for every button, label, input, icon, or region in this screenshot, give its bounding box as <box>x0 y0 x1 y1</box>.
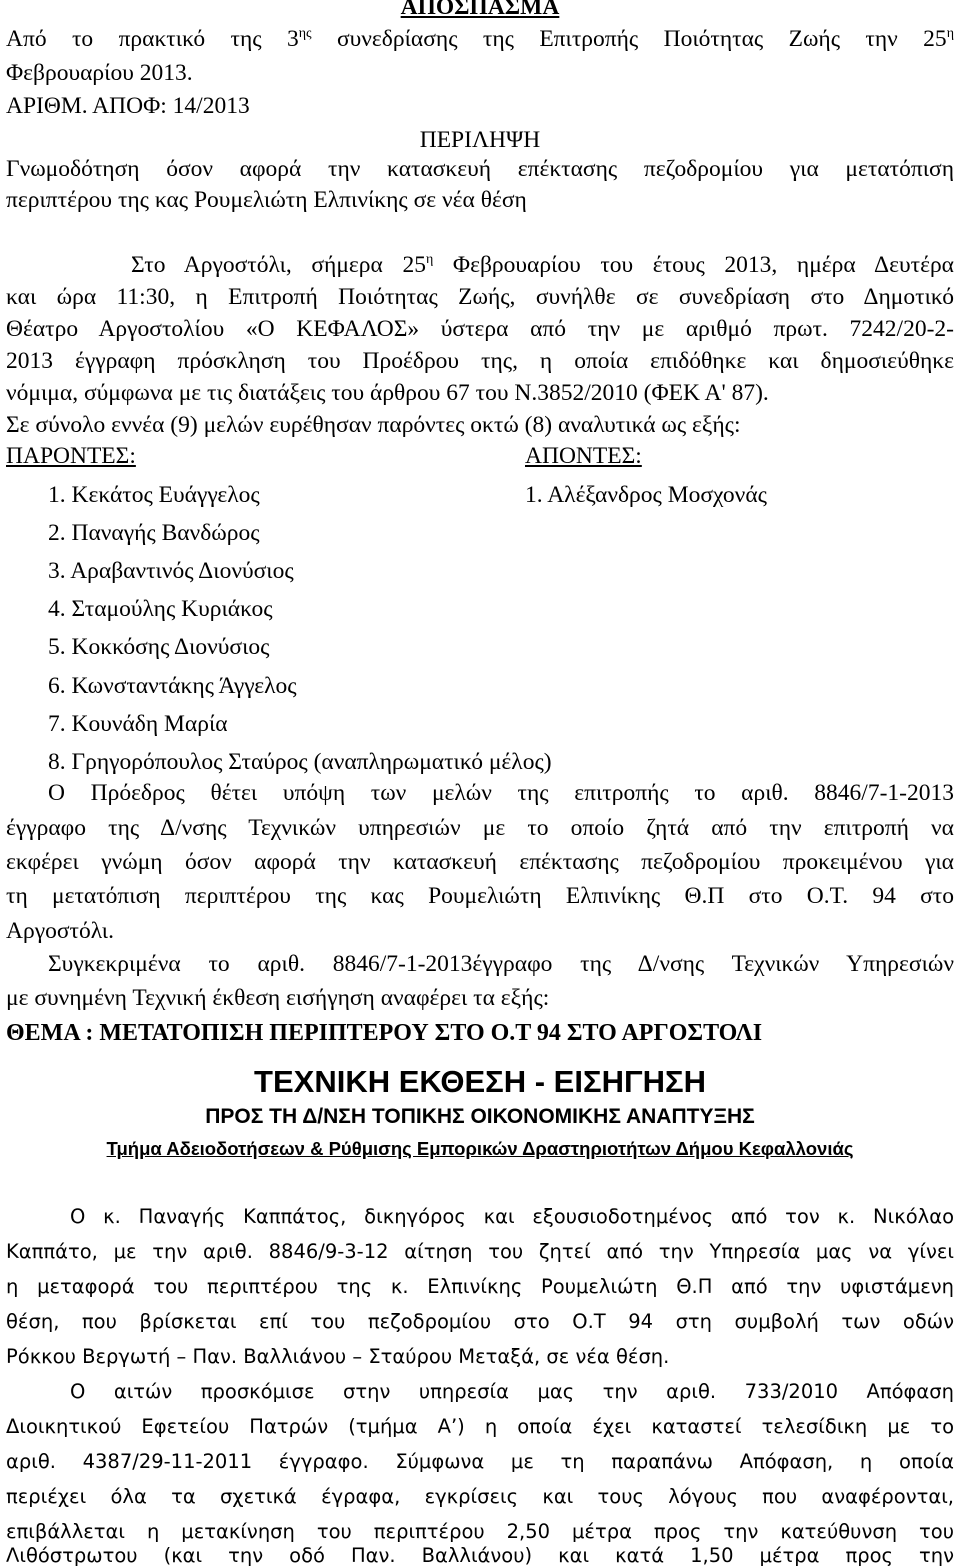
absent-heading: ΑΠΟΝΤΕΣ: <box>525 443 642 469</box>
intro-line-1 <box>6 26 954 52</box>
body-line-3: η μεταφορά του περιπτέρου της κ. Ελπινίκης Ρουμελιώτη Θ.Π από την υφιστάμενη <box>6 1275 954 1298</box>
para2-line-4: τη μετατόπιση περιπτέρου της κας Ρουμελιώτη Ελπινίκης Θ.Π στο Ο.Τ. 94 στο <box>6 883 954 909</box>
para2-line-2: έγγραφο της Δ/νσης Τεχνικών υπηρεσιών με το οποίο ζητά από την επιτροπή να <box>6 815 954 841</box>
summary-line-1: Γνωμοδότηση όσον αφορά την κατασκευή επέκτασης πεζοδρομίου για μετατόπιση <box>6 156 954 182</box>
present-member: 2. Παναγής Βανδώρος <box>48 520 260 546</box>
present-member: 4. Σταμούλης Κυριάκος <box>48 596 273 622</box>
report-recipient: ΠΡΟΣ ΤΗ Δ/ΝΣΗ ΤΟΠΙΚΗΣ ΟΙΚΟΝΟΜΙΚΗΣ ΑΝΑΠΤΥΞΗΣ <box>205 1105 755 1128</box>
body-line-11: Λιθόστρωτου (και την οδό Παν. Βαλλιάνου) και κατά 1,50 μέτρα προς την <box>6 1544 954 1567</box>
para1-line-2: και ώρα 11:30, η Επιτροπή Ποιότητας Ζωής, συνήλθε σε συνεδρίαση στο Δημοτικό <box>6 284 954 310</box>
para1-text-b: Φεβρουαρίου του έτους 2013, ημέρα Δευτέρα <box>433 252 954 278</box>
summary-heading: ΠΕΡΙΛΗΨΗ <box>419 127 541 153</box>
present-heading: ΠΑΡΟΝΤΕΣ: <box>6 443 136 469</box>
absent-member: 1. Αλέξανδρος Μοσχονάς <box>525 482 767 508</box>
body-line-1: Ο κ. Παναγής Καππάτος, δικηγόρος και εξουσιοδοτημένος από τον κ. Νικόλαο <box>70 1205 954 1228</box>
body-line-7: Διοικητικού Εφετείου Πατρών (τμήμα Α’) η οποία έχει καταστεί τελεσίδικη με το <box>6 1415 954 1438</box>
body-line-6: Ο αιτών προσκόμισε στην υπηρεσία μας την αριθ. 733/2010 Απόφαση <box>70 1380 954 1403</box>
body-line-10: επιβάλλεται η μετακίνηση του περιπτέρου 2,50 μέτρα προς την κατεύθυνση του <box>6 1520 954 1543</box>
present-member: 8. Γρηγορόπουλος Σταύρος (αναπληρωματικό μέλος) <box>48 749 552 775</box>
para1-line-6: Σε σύνολο εννέα (9) μελών ευρέθησαν παρόντες οκτώ (8) αναλυτικά ως εξής: <box>6 412 741 438</box>
decision-number: ΑΡΙΘΜ. ΑΠΟΦ: 14/2013 <box>6 93 250 119</box>
present-member: 6. Κωνσταντάκης Άγγελος <box>48 673 297 699</box>
para2-line-3: εκφέρει γνώμη όσον αφορά την κατασκευή επέκτασης πεζοδρομίου προκειμένου για <box>6 849 954 875</box>
present-member: 5. Κοκκόσης Διονύσιος <box>48 634 270 660</box>
para1-text-a: Στο Αργοστόλι, σήμερα 25 <box>131 252 426 278</box>
report-department: Τμήμα Αδειοδοτήσεων & Ρύθμισης Εμπορικών Δραστηριοτήτων Δήμου Κεφαλλονιάς <box>106 1138 854 1159</box>
present-member: 1. Κεκάτος Ευάγγελος <box>48 482 260 508</box>
body-line-5: Ρόκκου Βεργωτή – Παν. Βαλλιάνου – Σταύρου Μεταξά, σε νέα θέση. <box>6 1345 670 1368</box>
body-line-2: Καππάτο, με την αριθ. 8846/9-3-12 αίτηση του ζητεί από την Υπηρεσία μας να γίνει <box>6 1240 954 1263</box>
intro-sup-1: ης <box>298 26 312 42</box>
para1-sup: η <box>425 252 434 268</box>
intro-line-2: Φεβρουαρίου 2013. <box>6 60 193 86</box>
document-title: ΑΠΟΣΠΑΣΜΑ <box>400 0 560 20</box>
para3-line-1: Συγκεκριμένα το αριθ. 8846/7-1-2013έγγραφο της Δ/νσης Τεχνικών Υπηρεσιών <box>48 951 954 977</box>
intro-sup-2: η <box>946 26 955 42</box>
para1-line-1 <box>131 252 954 278</box>
para1-line-3: Θέατρο Αργοστολίου «Ο ΚΕΦΑΛΟΣ» ύστερα από την με αριθμό πρωτ. 7242/20-2- <box>6 316 954 342</box>
intro-text-a: Από το πρακτικό της 3 <box>6 26 299 52</box>
summary-line-2: περιπτέρου της κας Ρουμελιώτη Ελπινίκης σε νέα θέση <box>6 187 527 213</box>
para1-line-5: νόμιμα, σύμφωνα με τις διατάξεις του άρθρου 67 του Ν.3852/2010 (ΦΕΚ Α' 87). <box>6 380 769 406</box>
present-member: 3. Αραβαντινός Διονύσιος <box>48 558 294 584</box>
subject-line: ΘΕΜΑ : ΜΕΤΑΤΟΠΙΣΗ ΠΕΡΙΠΤΕΡΟΥ ΣΤΟ Ο.Τ 94 ΣΤΟ ΑΡΓΟΣΤΟΛΙ <box>6 1020 763 1046</box>
body-line-8: αριθ. 4387/29-11-2011 έγγραφο. Σύμφωνα με τη παραπάνω Απόφαση, η οποία <box>6 1450 954 1473</box>
para2-line-1: Ο Πρόεδρος θέτει υπόψη των μελών της επιτροπής το αριθ. 8846/7-1-2013 <box>48 780 954 806</box>
para3-line-2: με συνημένη Τεχνική έκθεση εισήγηση αναφέρει τα εξής: <box>6 985 550 1011</box>
body-line-4: θέση, που βρίσκεται επί του πεζοδρομίου στο Ο.Τ 94 στη συμβολή των οδών <box>6 1310 954 1333</box>
para2-line-5: Αργοστόλι. <box>6 918 114 944</box>
para1-line-4: 2013 έγγραφη πρόσκληση του Προέδρου της, η οποία επιδόθηκε και δημοσιεύθηκε <box>6 348 954 374</box>
present-member: 7. Κουνάδη Μαρία <box>48 711 228 737</box>
intro-text-b: συνεδρίασης της Επιτροπής Ποιότητας Ζωής την 25 <box>311 26 947 52</box>
report-title: ΤΕΧΝΙΚΗ ΕΚΘΕΣΗ - ΕΙΣΗΓΗΣΗ <box>254 1064 706 1099</box>
body-line-9: περιέχει όλα τα σχετικά έγραφα, εγκρίσεις και τους λόγους που αναφέρονται, <box>6 1485 954 1508</box>
